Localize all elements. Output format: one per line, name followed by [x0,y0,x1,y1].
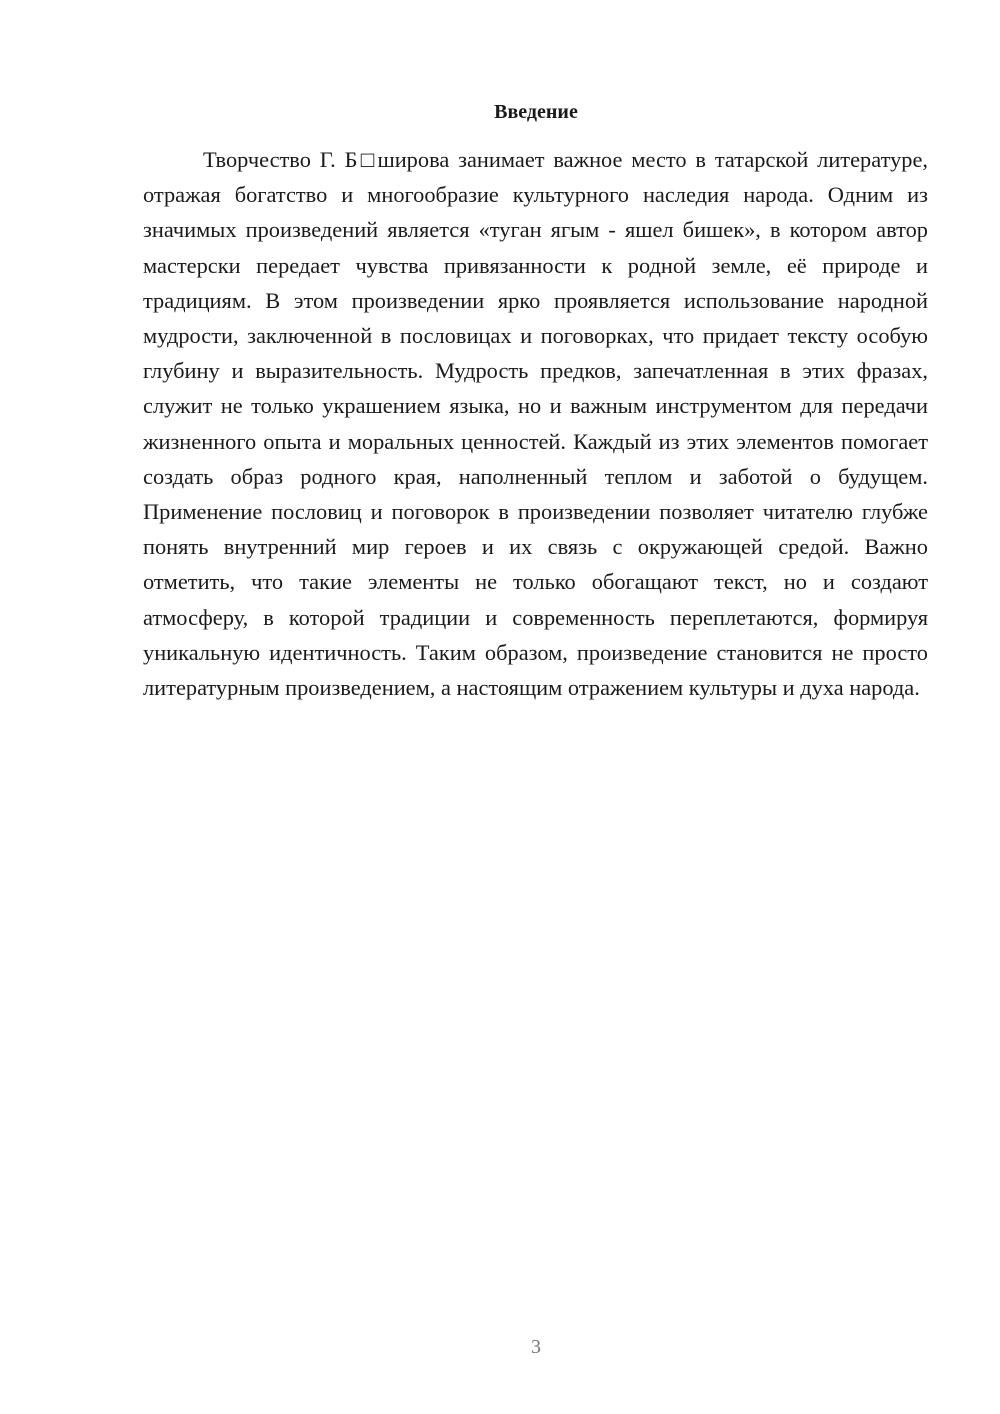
page-number: 3 [531,1336,541,1358]
section-heading: Введение [494,101,578,123]
body-paragraph: Творчество Г. Б□широва занимает важное место в татарской литературе, отражая богатство и многообразие культурного наследия народа. Одним из значимых произведений является «туган ягым - яшел бишек», в котором автор мастерски передает чувства привязанности к родной земле, её природе и традициям. В этом произведении ярко проявляется использование народной мудрости, заключенной в пословицах и поговорках, что придает тексту особую глубину и выразительность. Мудрость предков, запечатленная в этих фразах, служит не только украшением языка, но и важным инструментом для передачи жизненного опыта и моральных ценностей. Каждый из этих элементов помогает создать образ родного края, наполненный теплом и заботой о будущем. Применение пословиц и поговорок в произведении позволяет читателю глубже понять внутренний мир героев и их связь с окружающей средой. Важно отметить, что такие элементы не только обогащают текст, но и создают атмосферу, в которой традиции и современность переплетаются, формируя уникальную идентичность. Таким образом, произведение становится не просто литературным произведением, а настоящим отражением культуры и духа народа. [143,147,928,701]
